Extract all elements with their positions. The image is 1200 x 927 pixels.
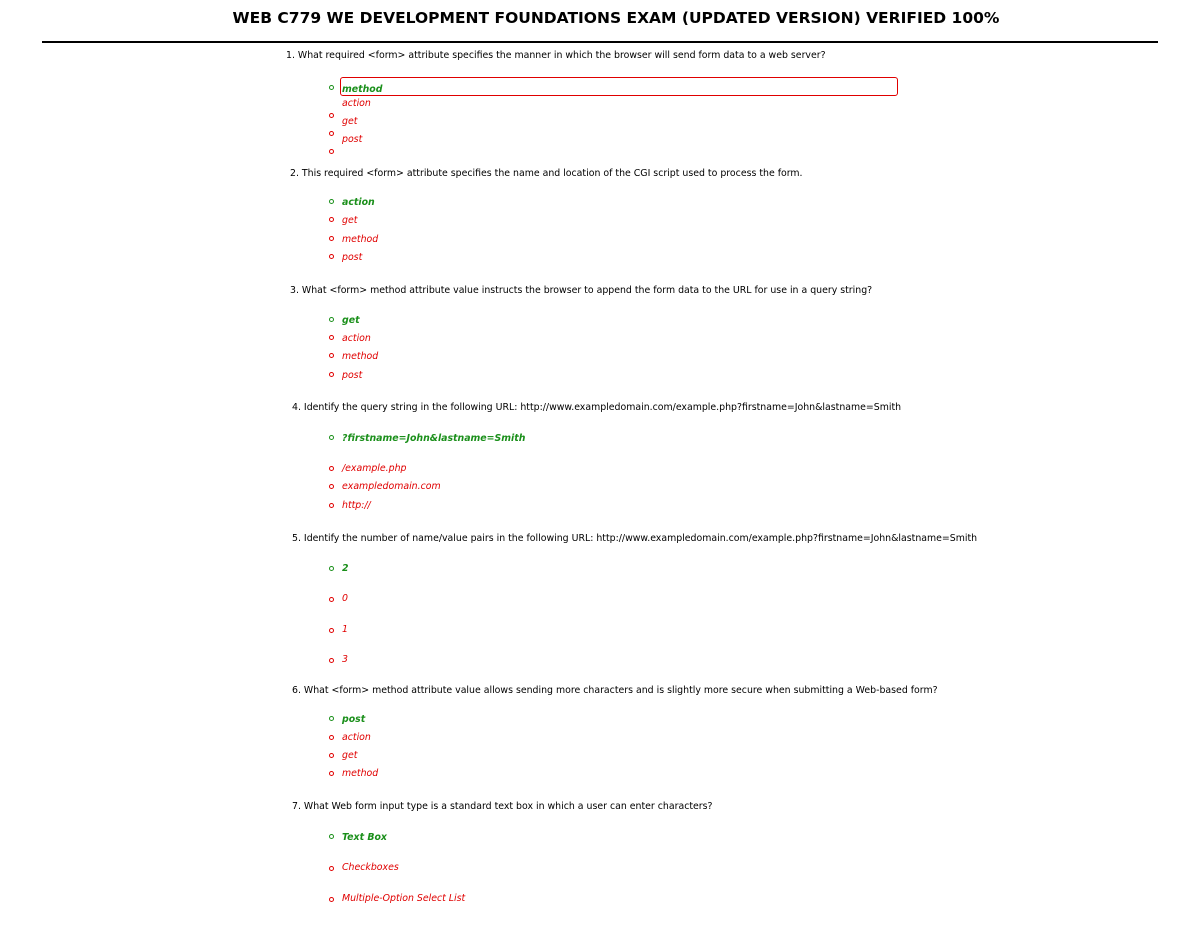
option-bullet-icon <box>329 113 334 118</box>
option-bullet-icon <box>329 866 334 871</box>
document-title: WEB C779 WE DEVELOPMENT FOUNDATIONS EXAM (UPDATED VERSION) VERIFIED 100% <box>232 9 1000 27</box>
question-1-option-3[interactable]: get <box>342 116 358 127</box>
question-5-option-1[interactable]: 2 <box>342 563 349 574</box>
option-bullet-icon <box>329 628 334 633</box>
question-4-option-1[interactable]: ?firstname=John&lastname=Smith <box>342 433 526 444</box>
question-6-option-2[interactable]: action <box>342 732 371 743</box>
question-5-option-2[interactable]: 0 <box>342 593 348 604</box>
question-2-option-3[interactable]: method <box>342 234 379 245</box>
question-3-option-1[interactable]: get <box>342 315 360 326</box>
question-3-text: 3. What <form> method attribute value instructs the browser to append the form data to the URL for use in a query string? <box>290 285 873 296</box>
option-bullet-icon <box>329 217 334 222</box>
answer-highlight-box <box>340 77 898 96</box>
question-3-option-2[interactable]: action <box>342 333 371 344</box>
question-7-option-2[interactable]: Checkboxes <box>342 862 399 873</box>
option-bullet-icon <box>329 484 334 489</box>
option-bullet-icon <box>329 149 334 154</box>
question-2-option-4[interactable]: post <box>342 252 363 263</box>
question-5-text: 5. Identify the number of name/value pairs in the following URL: http://www.exampledomain.com/example.php?firstname=John&lastname=Smith <box>292 533 978 544</box>
title-divider <box>42 41 1158 43</box>
option-bullet-icon <box>329 735 334 740</box>
option-bullet-icon <box>329 897 334 902</box>
option-bullet-icon <box>329 566 334 571</box>
question-6-option-4[interactable]: method <box>342 768 379 779</box>
option-bullet-icon <box>329 131 334 136</box>
option-bullet-icon <box>329 753 334 758</box>
question-1-text: 1. What required <form> attribute specifies the manner in which the browser will send form data to a web server? <box>286 50 826 61</box>
question-3-option-4[interactable]: post <box>342 370 363 381</box>
question-3-option-3[interactable]: method <box>342 351 379 362</box>
question-1-option-1[interactable]: method <box>342 84 383 95</box>
question-4-option-2[interactable]: /example.php <box>342 463 407 474</box>
question-7-option-3[interactable]: Multiple-Option Select List <box>342 893 466 904</box>
question-2-text: 2. This required <form> attribute specifies the name and location of the CGI script used to process the form. <box>290 168 803 179</box>
option-bullet-icon <box>329 466 334 471</box>
question-5-option-4[interactable]: 3 <box>342 654 348 665</box>
option-bullet-icon <box>329 503 334 508</box>
question-7-text: 7. What Web form input type is a standard text box in which a user can enter characters? <box>292 801 713 812</box>
option-bullet-icon <box>329 199 334 204</box>
option-bullet-icon <box>329 85 334 90</box>
question-4-option-3[interactable]: exampledomain.com <box>342 481 441 492</box>
option-bullet-icon <box>329 254 334 259</box>
question-6-text: 6. What <form> method attribute value allows sending more characters and is slightly more secure when submitting a Web-based form? <box>292 685 938 696</box>
question-2-option-2[interactable]: get <box>342 215 358 226</box>
option-bullet-icon <box>329 353 334 358</box>
question-4-text: 4. Identify the query string in the following URL: http://www.exampledomain.com/example.php?firstname=John&lastname=Smith <box>292 402 902 413</box>
option-bullet-icon <box>329 658 334 663</box>
question-1-option-2[interactable]: action <box>342 98 371 109</box>
question-1-option-4[interactable]: post <box>342 134 363 145</box>
option-bullet-icon <box>329 716 334 721</box>
option-bullet-icon <box>329 317 334 322</box>
question-5-option-3[interactable]: 1 <box>342 624 348 635</box>
option-bullet-icon <box>329 597 334 602</box>
option-bullet-icon <box>329 372 334 377</box>
option-bullet-icon <box>329 335 334 340</box>
question-2-option-1[interactable]: action <box>342 197 375 208</box>
question-6-option-1[interactable]: post <box>342 714 366 725</box>
option-bullet-icon <box>329 435 334 440</box>
question-6-option-3[interactable]: get <box>342 750 358 761</box>
option-bullet-icon <box>329 236 334 241</box>
option-bullet-icon <box>329 834 334 839</box>
question-4-option-4[interactable]: http:// <box>342 500 371 511</box>
option-bullet-icon <box>329 771 334 776</box>
question-7-option-1[interactable]: Text Box <box>342 832 387 843</box>
